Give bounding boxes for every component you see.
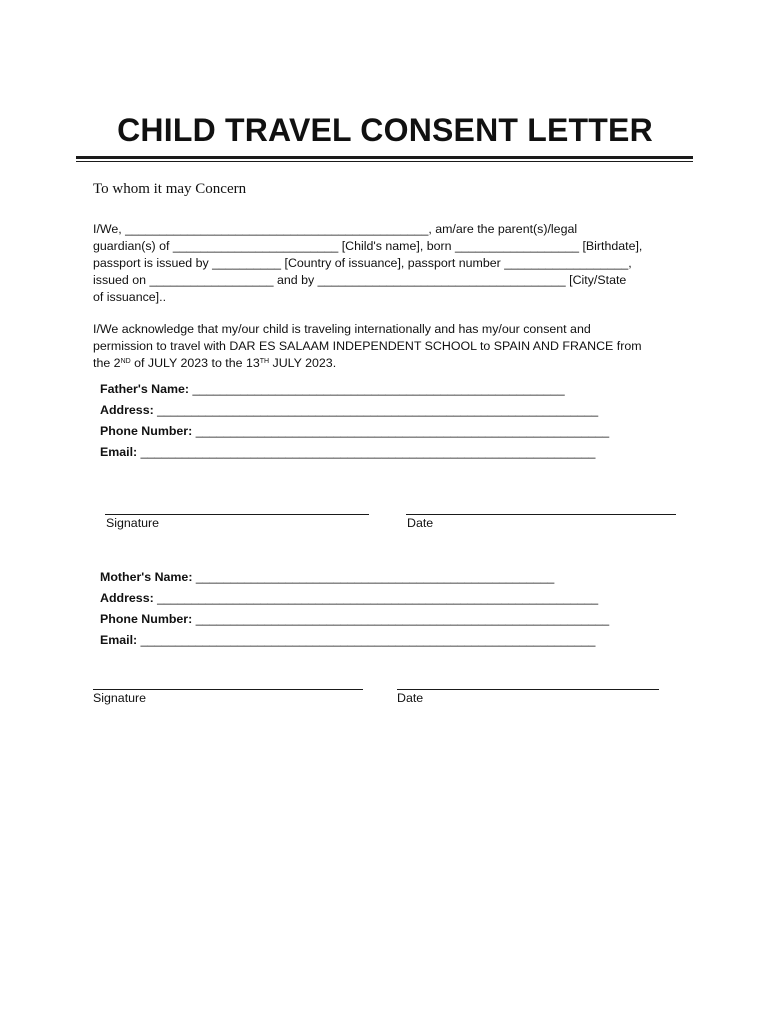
father-name-field[interactable] [100,382,565,396]
paragraph-1-line: issued on __________________ and by ____________________________________ [City/State [93,273,627,287]
field-blank: ________________________________________________________________ [153,591,599,605]
ordinal-suffix: TH [259,358,270,365]
title-rule-thick [76,156,693,159]
father-email-field[interactable] [100,445,595,459]
mother-signature-line[interactable] [93,689,363,690]
field-blank: __________________________________________________________________ [137,445,596,459]
father-phone-field[interactable] [100,424,609,438]
mother-email-field[interactable] [100,633,595,647]
father-signature-label: Signature [106,516,160,530]
mother-date-label: Date [397,691,424,705]
field-label: Email: [100,633,138,647]
document-title: CHILD TRAVEL CONSENT LETTER [117,112,653,148]
paragraph-2-line: permission to travel with DAR ES SALAAM INDEPENDENT SCHOOL to SPAIN AND FRANCE from [93,339,642,353]
mother-name-field[interactable] [100,570,554,584]
paragraph-2-line: I/We acknowledge that my/our child is traveling internationally and has my/our consent and [93,322,591,336]
mother-address-field[interactable] [100,591,598,605]
father-date-line[interactable] [406,514,676,515]
field-label: Mother's Name: [100,570,193,584]
ordinal-suffix: ND [120,358,131,365]
field-blank: ____________________________________________________________ [192,612,610,626]
field-label: Phone Number: [100,612,193,626]
date-text: the 2 [93,356,121,370]
father-signature-line[interactable] [105,514,369,515]
field-blank: __________________________________________________________________ [137,633,596,647]
field-blank: ____________________________________________________ [192,570,555,584]
field-label: Address: [100,403,154,417]
consent-paragraph-1 [93,221,683,306]
field-label: Phone Number: [100,424,193,438]
paragraph-1-line: guardian(s) of ________________________ [Child's name], born __________________ [Birthdate], [93,239,643,253]
field-blank: ____________________________________________________________ [192,424,610,438]
mother-phone-field[interactable] [100,612,609,626]
date-text: of JULY 2023 to the 13 [130,356,260,370]
field-label: Father's Name: [100,382,190,396]
title-rule-thin [76,161,693,162]
paragraph-1-line: passport is issued by __________ [Country of issuance], passport number __________________, [93,256,632,270]
mother-signature-label: Signature [93,691,147,705]
consent-paragraph-2 [93,321,683,372]
mother-date-line[interactable] [397,689,659,690]
field-blank: ______________________________________________________ [189,382,565,396]
paragraph-2-line [93,355,683,372]
date-text: JULY 2023. [269,356,337,370]
paragraph-1-line: of issuance].. [93,290,167,304]
salutation: To whom it may Concern [93,181,247,197]
field-label: Address: [100,591,154,605]
paragraph-1-line: I/We, ____________________________________________, am/are the parent(s)/legal [93,222,578,236]
father-date-label: Date [407,516,434,530]
father-address-field[interactable] [100,403,598,417]
field-label: Email: [100,445,138,459]
field-blank: ________________________________________________________________ [153,403,599,417]
